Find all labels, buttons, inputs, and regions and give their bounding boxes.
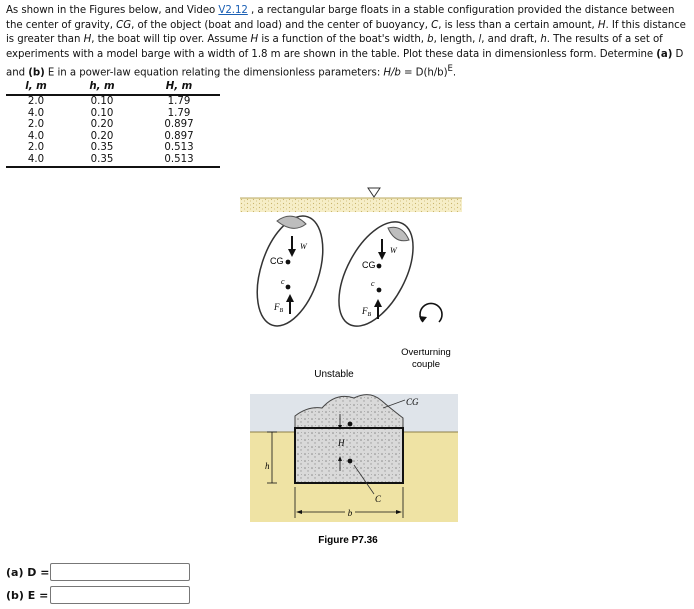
- part-a-marker: (a): [656, 48, 673, 60]
- label-cg: CG: [270, 256, 284, 266]
- table-row: [6, 142, 220, 154]
- barge-c-point: [348, 459, 353, 464]
- problem-statement: [6, 4, 690, 81]
- cell-h: 0.10: [90, 96, 114, 107]
- cg-point: [286, 260, 291, 265]
- experiment-table: [6, 81, 220, 168]
- symbol-H: H: [250, 34, 259, 46]
- cell-l: 2.0: [27, 96, 45, 107]
- cell-H: 0.513: [138, 154, 220, 167]
- label-c: c: [281, 277, 285, 286]
- label-fb: $F_B$: [362, 306, 372, 318]
- label-c: c: [371, 279, 375, 288]
- cell-h: 0.35: [66, 154, 138, 167]
- cell-h: 0.10: [90, 107, 114, 119]
- barge-cg-point: [348, 422, 353, 427]
- barge-figure: [240, 186, 470, 548]
- c-point: [377, 288, 382, 293]
- cell-h: 0.20: [90, 130, 114, 142]
- cg-point: [377, 264, 382, 269]
- cell-l: 4.0: [27, 107, 45, 119]
- problem-text: , the boat will tip over. Assume: [91, 34, 251, 46]
- symbol-cg: CG: [116, 19, 132, 31]
- unstable-boat-right: [324, 210, 429, 338]
- video-link[interactable]: V2.12: [218, 5, 248, 16]
- answer-input-a[interactable]: [50, 563, 190, 581]
- figure-caption: Figure P7.36: [318, 535, 378, 546]
- cell-l: 2.0: [27, 142, 45, 154]
- part-b-marker: (b): [28, 67, 45, 79]
- problem-text: . The results of a set of experiments with a model barge with a width of 1.8 m are shown in the table. Plot these data in dimensionless form. Determine: [6, 34, 663, 60]
- table-row: [6, 119, 220, 131]
- column-header-h: h, m: [66, 81, 138, 95]
- unstable-boat-left: [245, 208, 335, 334]
- answer-row-b: [6, 586, 190, 604]
- answer-label-b: (b) E =: [6, 588, 49, 602]
- table-row: [6, 131, 220, 143]
- label-w: W: [390, 246, 397, 255]
- table-row: [6, 95, 220, 108]
- label-cg: CG: [362, 260, 376, 270]
- c-point: [286, 285, 291, 290]
- equation-rhs: = D(h/b): [400, 67, 448, 79]
- problem-text: E in a power-law equation relating the dimensionless parameters:: [44, 67, 384, 79]
- symbol-l: l: [478, 34, 482, 46]
- problem-text: , a rectangular barge floats in a stable configuration provided the distance between the center of gravity,: [6, 5, 675, 31]
- problem-text: D and: [6, 48, 684, 79]
- table-header-row: [6, 81, 220, 95]
- cell-l: 4.0: [27, 130, 45, 142]
- water-surface: [240, 198, 462, 212]
- cell-H: 0.897: [164, 130, 194, 142]
- cell-H: 0.897: [164, 119, 194, 131]
- symbol-h: h: [540, 34, 547, 46]
- unstable-label: Unstable: [314, 369, 354, 380]
- barge-label-c: C: [375, 494, 382, 504]
- equation-lhs: H/b: [383, 67, 401, 79]
- cell-h: 0.35: [90, 142, 114, 154]
- answer-input-b[interactable]: [50, 586, 190, 604]
- barge-label-H: H: [338, 438, 345, 448]
- table-row: [6, 108, 220, 120]
- cell-l: 4.0: [6, 154, 66, 167]
- problem-text: .: [452, 67, 457, 79]
- label-w: W: [300, 242, 307, 251]
- cell-H: 1.79: [167, 96, 191, 107]
- cell-H: 1.79: [167, 107, 191, 119]
- cell-h: 0.20: [90, 119, 114, 131]
- barge-diagram: [250, 394, 458, 522]
- symbol-H: H: [83, 34, 92, 46]
- barge-label-b: b: [347, 508, 353, 518]
- problem-text: , and draft,: [481, 34, 541, 46]
- symbol-b: b: [427, 34, 434, 46]
- column-header-l: l, m: [6, 81, 66, 95]
- table-row: [6, 154, 220, 167]
- answer-label-a: (a) D =: [6, 565, 50, 579]
- answer-row-a: [6, 563, 190, 581]
- equation-exponent: E: [447, 64, 453, 75]
- water-level-marker-icon: [368, 188, 380, 197]
- problem-text: , length,: [433, 34, 479, 46]
- problem-text: As shown in the Figures below, and Video: [6, 5, 219, 16]
- cell-l: 2.0: [27, 119, 45, 131]
- barge-label-h: h: [265, 461, 270, 471]
- problem-text: , of the object (boat and load) and the center of buoyancy,: [131, 19, 432, 31]
- symbol-c: C: [431, 19, 439, 31]
- cell-H: 0.513: [164, 142, 194, 154]
- problem-text: is a function of the boat's width,: [258, 34, 428, 46]
- overturning-label-line1: Overturning: [401, 347, 451, 358]
- problem-text: . If this distance is greater than: [6, 19, 686, 46]
- barge-label-cg: CG: [406, 397, 419, 407]
- problem-text: , is less than a certain amount,: [438, 19, 598, 31]
- label-fb: $F_B$: [274, 302, 284, 314]
- column-header-H: H, m: [138, 81, 220, 95]
- overturning-label-line2: couple: [412, 359, 440, 370]
- symbol-H: H: [597, 19, 606, 31]
